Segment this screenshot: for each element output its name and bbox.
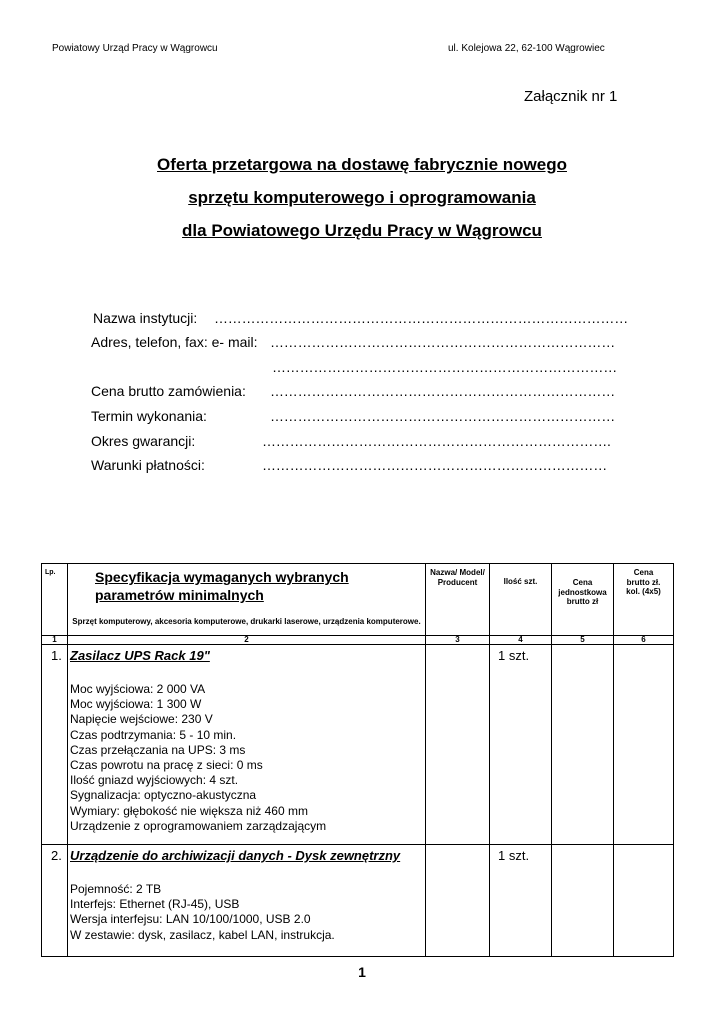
item-parameter: Ilość gniazd wyjściowych: 4 szt. <box>70 773 239 788</box>
header-unit-price: Cena jednostkowa brutto zł <box>552 564 614 636</box>
header-address: ul. Kolejowa 22, 62-100 Wągrowiec <box>448 43 605 54</box>
address-label: Adres, telefon, fax: e- mail: <box>91 334 258 350</box>
term-label: Termin wykonania: <box>91 408 207 424</box>
column-number: 2 <box>68 636 426 645</box>
payment-field[interactable]: ………………………………………………………………… <box>262 457 608 473</box>
column-number-row <box>42 636 674 645</box>
address-field[interactable]: ………………………………………………………………… <box>270 334 616 350</box>
title-line-1: Oferta przetargowa na dostawę fabrycznie nowego <box>157 155 567 174</box>
institution-label: Nazwa instytucji: <box>93 310 198 326</box>
row-total-price-cell[interactable] <box>614 645 674 845</box>
item-parameter: Moc wyjściowa: 1 300 W <box>70 697 202 712</box>
specification-table <box>41 563 674 957</box>
row-name-model-cell[interactable] <box>426 845 490 957</box>
warranty-field[interactable]: …………………………………………………………………. <box>262 433 611 449</box>
column-number: 6 <box>614 636 674 645</box>
item-parameter: Moc wyjściowa: 2 000 VA <box>70 682 206 696</box>
annex-label: Załącznik nr 1 <box>524 88 618 105</box>
item-parameter: Napięcie wejściowe: 230 V <box>70 712 213 727</box>
item-parameter: Urządzenie z oprogramowaniem zarządzającym <box>70 818 327 833</box>
row-description <box>68 645 426 845</box>
item-parameter: Czas przełączania na UPS: 3 ms <box>70 742 246 757</box>
term-field[interactable]: ………………………………………………………………… <box>270 408 616 424</box>
item-parameter: W zestawie: dysk, zasilacz, kabel LAN, instrukcja. <box>70 927 335 942</box>
header-office-name: Powiatowy Urząd Pracy w Wągrowcu <box>52 43 218 54</box>
row-quantity: 1 szt. <box>490 845 552 957</box>
item-parameter: Interfejs: Ethernet (RJ-45), USB <box>70 897 240 912</box>
row-quantity: 1 szt. <box>490 645 552 845</box>
row-unit-price-cell[interactable] <box>552 845 614 957</box>
item-parameter: Sygnalizacja: optyczno-akustyczna <box>70 788 257 803</box>
item-parameter: Czas powrotu na pracę z sieci: 0 ms <box>70 758 263 773</box>
item-parameters <box>68 882 425 943</box>
warranty-label: Okres gwarancji: <box>91 433 196 449</box>
column-number: 5 <box>552 636 614 645</box>
column-number: 3 <box>426 636 490 645</box>
header-name-model: Nazwa/ Model/ Producent <box>426 564 490 636</box>
item-parameters <box>68 682 425 834</box>
payment-label: Warunki płatności: <box>91 457 205 473</box>
institution-field[interactable]: ……………………………………………………………………………… <box>214 310 629 326</box>
header-lp: Lp. <box>42 564 68 636</box>
row-lp: 2. <box>42 845 68 957</box>
header-spec-subtitle: Sprzęt komputerowy, akcesoria komputerowe, drukarki laserowe, urządzenia komputerowe. <box>72 617 421 626</box>
row-description <box>68 845 426 957</box>
header-total-price: Cena brutto zł. kol. (4x5) <box>614 564 674 636</box>
item-title: Urządzenie do archiwizacji danych - Dysk zewnętrzny <box>70 848 401 863</box>
table-row <box>42 645 674 845</box>
header-spec-title: Specyfikacja wymaganych wybranych parametrów minimalnych <box>95 569 349 603</box>
item-parameter: Czas podtrzymania: 5 - 10 min. <box>70 727 237 742</box>
title-line-2: sprzętu komputerowego i oprogramowania <box>188 188 536 207</box>
column-number: 1 <box>42 636 68 645</box>
price-field[interactable]: ………………………………………………………………… <box>270 383 616 399</box>
item-parameter: Pojemność: 2 TB <box>70 882 162 896</box>
row-name-model-cell[interactable] <box>426 645 490 845</box>
row-total-price-cell[interactable] <box>614 845 674 957</box>
document-title <box>0 155 724 254</box>
column-number: 4 <box>490 636 552 645</box>
title-line-3: dla Powiatowego Urzędu Pracy w Wągrowcu <box>182 221 542 240</box>
address-field-line-2[interactable]: ………………………………………………………………… <box>272 359 618 375</box>
item-parameter: Wymiary: głębokość nie większa niż 460 mm <box>70 803 308 818</box>
row-unit-price-cell[interactable] <box>552 645 614 845</box>
table-row <box>42 845 674 957</box>
table-header-row <box>42 564 674 636</box>
header-specification <box>68 564 426 636</box>
item-parameter: Wersja interfejsu: LAN 10/100/1000, USB 2.0 <box>70 912 311 927</box>
item-title: Zasilacz UPS Rack 19" <box>70 648 210 663</box>
page-number: 1 <box>358 964 366 980</box>
row-lp: 1. <box>42 645 68 845</box>
price-label: Cena brutto zamówienia: <box>91 383 246 399</box>
header-quantity: Ilość szt. <box>490 564 552 636</box>
